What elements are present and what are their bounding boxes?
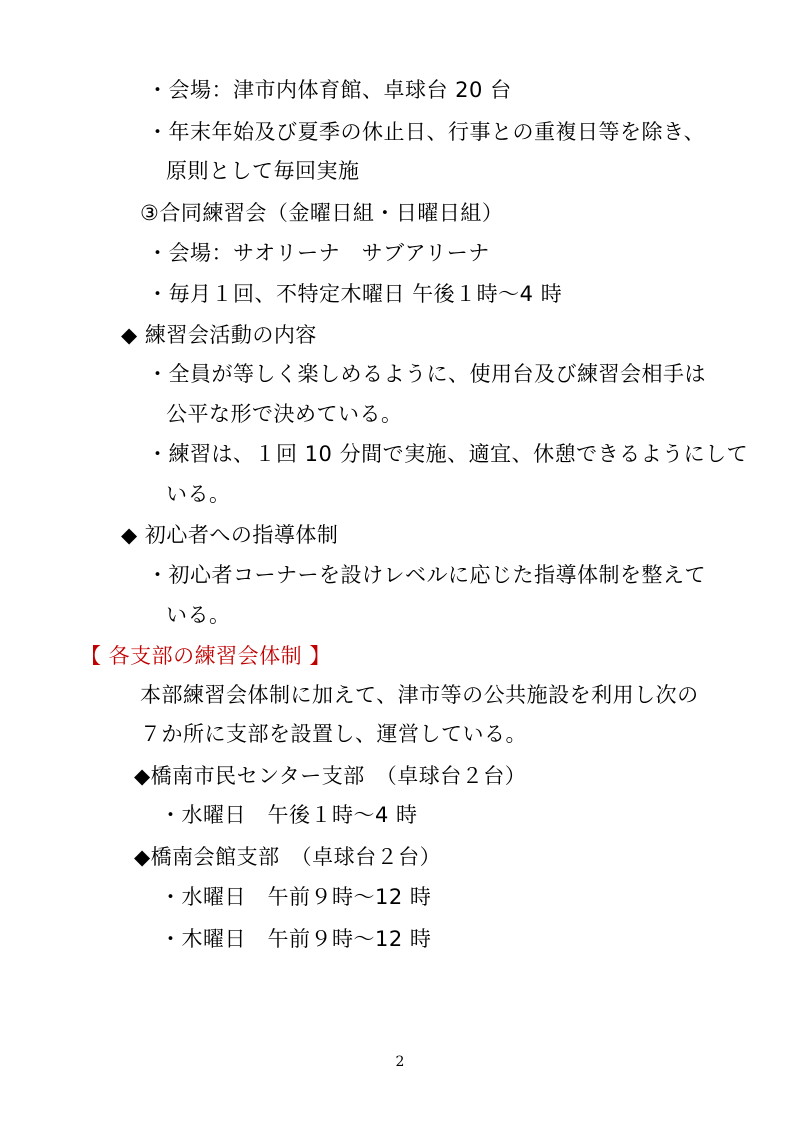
- text-line: ・会場：津市内体育館、卓球台 20 台: [147, 78, 512, 102]
- branch-item: ◆橋南市民センター支部 （卓球台２台）: [134, 764, 527, 788]
- branch-item: ◆橋南会館支部 （卓球台２台）: [134, 845, 442, 869]
- text-line: いる。: [166, 603, 231, 627]
- section-heading: ◆ 練習会活動の内容: [121, 323, 317, 347]
- text-line: ・初心者コーナーを設けレベルに応じた指導体制を整えて: [147, 563, 706, 587]
- text-line: ・水曜日 午後１時～4 時: [160, 803, 418, 827]
- text-line: 原則として毎回実施: [166, 159, 360, 183]
- text-line: ・会場：サオリーナ サブアリーナ: [147, 241, 490, 265]
- text-line: ・毎月１回、不特定木曜日 午後１時～4 時: [147, 282, 563, 306]
- branch-heading: 【 各支部の練習会体制 】: [80, 644, 331, 668]
- text-line: ③合同練習会（金曜日組・日曜日組）: [140, 201, 504, 225]
- text-line: 公平な形で決めている。: [166, 402, 403, 426]
- text-line: ・年末年始及び夏季の休止日、行事との重複日等を除き、: [147, 120, 706, 144]
- text-line: ７か所に支部を設置し、運営している。: [140, 722, 527, 746]
- text-line: ・木曜日 午前９時～12 時: [160, 927, 432, 951]
- text-line: いる。: [166, 482, 231, 506]
- section-heading: ◆ 初心者への指導体制: [121, 523, 339, 547]
- text-line: ・練習は、１回 10 分間で実施、適宜、休憩できるようにして: [147, 442, 749, 466]
- page-number: 2: [395, 1054, 405, 1070]
- text-line: ・全員が等しく楽しめるように、使用台及び練習会相手は: [147, 362, 706, 386]
- text-line: 本部練習会体制に加えて、津市等の公共施設を利用し次の: [140, 683, 699, 707]
- text-line: ・水曜日 午前９時～12 時: [160, 885, 432, 909]
